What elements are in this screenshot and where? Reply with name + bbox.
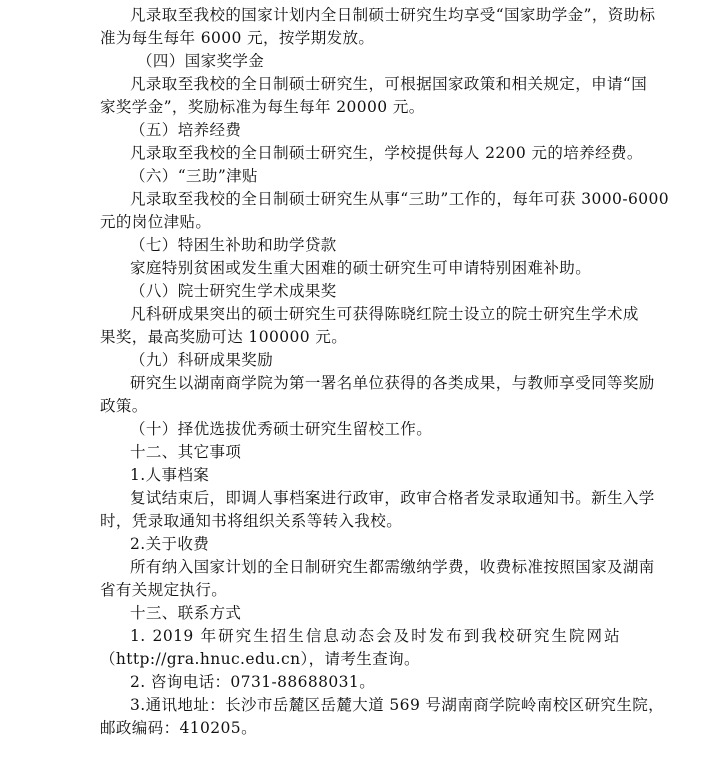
text-line: 家庭特别贫困或发生重大困难的硕士研究生可申请特别困难补助。 [130, 259, 592, 277]
text-line: 政策。 [100, 397, 148, 415]
text-line: 研究生以湖南商学院为第一署名单位获得的各类成果，与教师享受同等奖励 [130, 374, 655, 392]
postcode-line: 邮政编码：410205。 [100, 719, 257, 737]
text-line: 凡录取至我校的全日制硕士研究生，可根据国家政策和相关规定，申请“国 [130, 75, 648, 93]
document-page [100, 4, 670, 740]
phone-line: 2. 咨询电话：0731-88688031。 [130, 673, 376, 691]
section-heading: （五）培养经费 [130, 121, 242, 139]
text-line: 1. 2019 年研究生招生信息动态会及时发布到我校研究生院网站 [130, 627, 620, 645]
website-line: （http://gra.hnuc.edu.cn），请考生查询。 [100, 650, 420, 668]
text-line: 果奖，最高奖励可达 100000 元。 [100, 328, 348, 346]
section-heading: （九）科研成果奖励 [130, 351, 274, 369]
chapter-heading: 十二、其它事项 [130, 443, 242, 461]
section-heading: （四）国家奖学金 [137, 52, 265, 70]
text-line: 复试结束后，即调人事档案进行政审，政审合格者发录取通知书。新生入学 [130, 489, 655, 507]
text-line: 时，凭录取通知书将组织关系等转入我校。 [100, 512, 403, 530]
text-line: 省有关规定执行。 [100, 581, 228, 599]
section-heading: （十）择优选拔优秀硕士研究生留校工作。 [130, 420, 433, 438]
address-line: 3.通讯地址：长沙市岳麓区岳麓大道 569 号湖南商学院岭南校区研究生院， [130, 696, 665, 714]
text-line: 凡录取至我校的国家计划内全日制硕士研究生均享受“国家助学金”，资助标 [130, 6, 656, 24]
section-heading: （七）特困生补助和助学贷款 [130, 236, 337, 254]
subsection-heading: 2.关于收费 [130, 535, 210, 553]
text-line: 准为每生每年 6000 元，按学期发放。 [100, 29, 375, 47]
subsection-heading: 1.人事档案 [130, 466, 210, 484]
chapter-heading: 十三、联系方式 [130, 604, 242, 622]
text-line: 凡录取至我校的全日制硕士研究生从事“三助”工作的，每年可获 3000-6000 [130, 190, 670, 208]
text-line: 凡录取至我校的全日制硕士研究生，学校提供每人 2200 元的培养经费。 [130, 144, 643, 162]
text-line: 所有纳入国家计划的全日制研究生都需缴纳学费，收费标准按照国家及湖南 [130, 558, 655, 576]
section-heading: （六）“三助”津贴 [130, 167, 258, 185]
text-line: 凡科研成果突出的硕士研究生可获得陈晓红院士设立的院士研究生学术成 [130, 305, 639, 323]
text-line: 家奖学金”，奖励标准为每生每年 20000 元。 [100, 98, 425, 116]
text-line: 元的岗位津贴。 [100, 213, 212, 231]
section-heading: （八）院士研究生学术成果奖 [130, 282, 337, 300]
